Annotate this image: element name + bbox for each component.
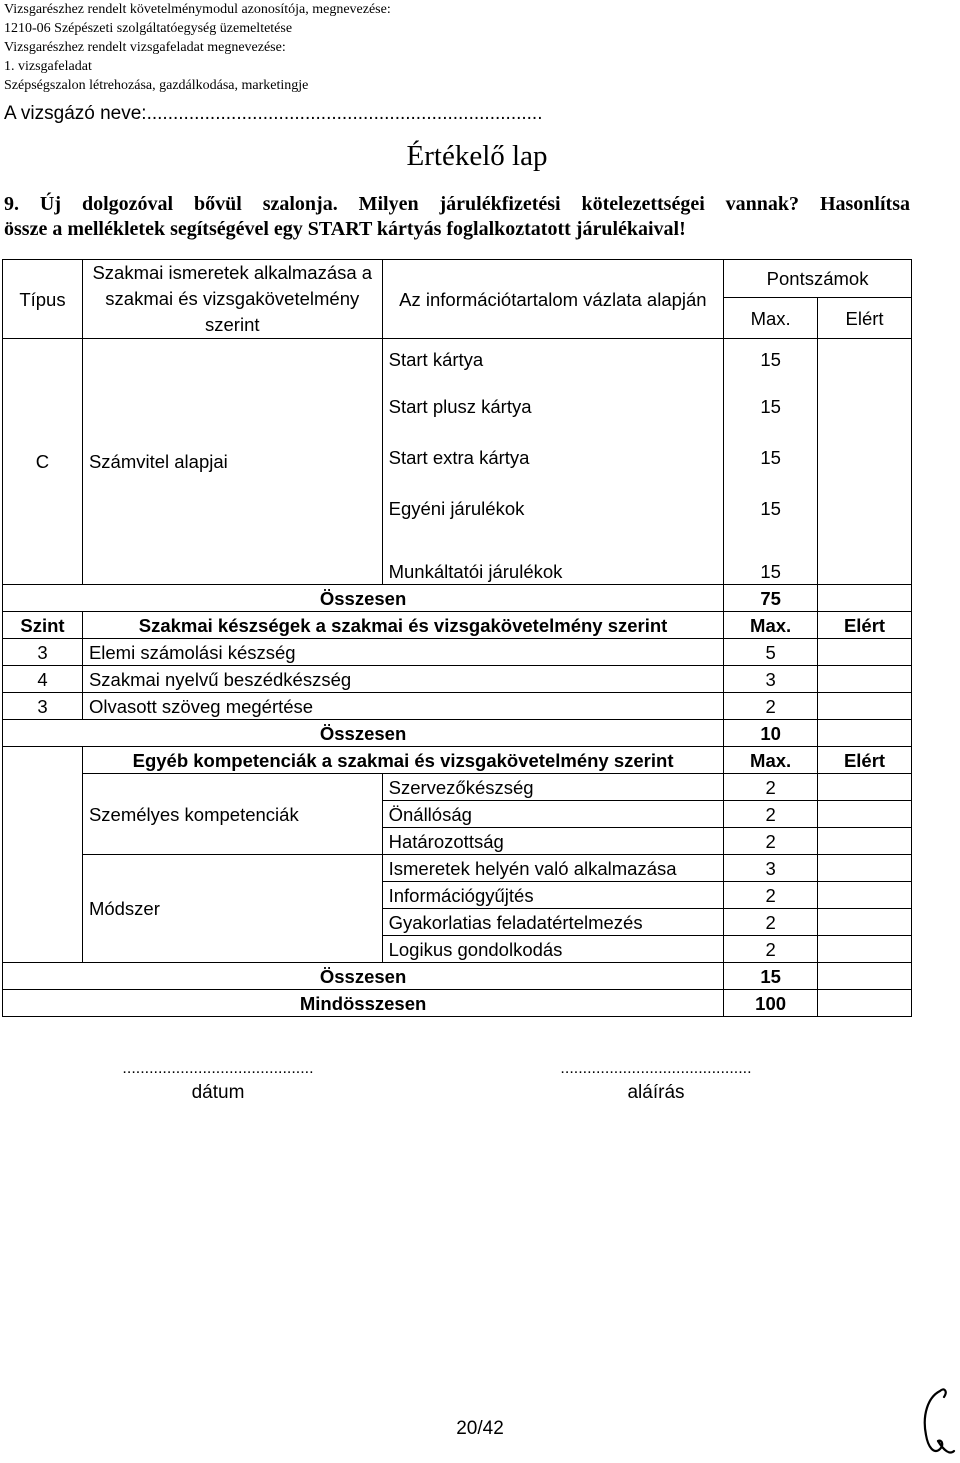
competence-item: Információgyűjtés bbox=[382, 882, 724, 909]
max-score: 2 bbox=[724, 801, 818, 828]
date-dots: ........................................... bbox=[122, 1060, 314, 1077]
header-line: Szépségszalon létrehozása, gazdálkodása, marketingje bbox=[4, 78, 309, 93]
header-max: Max. bbox=[724, 747, 818, 774]
topic-cell: Számvitel alapjai bbox=[82, 339, 382, 585]
header-line: 1210-06 Szépészeti szolgáltatóegység üzemeltetése bbox=[4, 21, 293, 36]
achieved-score[interactable] bbox=[818, 339, 912, 585]
total-max: 10 bbox=[724, 720, 818, 747]
header-info: Az információtartalom vázlata alapján bbox=[382, 260, 724, 339]
achieved-score[interactable] bbox=[818, 936, 912, 963]
competence-item: Határozottság bbox=[382, 828, 724, 855]
task-statement bbox=[4, 192, 910, 242]
competence-item: Logikus gondolkodás bbox=[382, 936, 724, 963]
total-label: Összesen bbox=[3, 585, 724, 612]
header-line: 1. vizsgafeladat bbox=[4, 59, 92, 74]
document-header bbox=[4, 0, 391, 95]
evaluation-table bbox=[2, 259, 912, 1017]
skill-item: Szakmai nyelvű beszédkészség bbox=[82, 666, 723, 693]
max-score: 3 bbox=[724, 666, 818, 693]
date-block bbox=[86, 1060, 350, 1104]
signature-block bbox=[524, 1060, 788, 1104]
max-score: 15 bbox=[724, 534, 818, 585]
total-max: 75 bbox=[724, 585, 818, 612]
info-item: Start extra kártya bbox=[382, 432, 724, 483]
max-score: 2 bbox=[724, 909, 818, 936]
date-label: dátum bbox=[191, 1082, 245, 1103]
total-achieved[interactable] bbox=[818, 963, 912, 990]
page-title-text: Értékelő lap bbox=[406, 140, 548, 172]
header-max: Max. bbox=[724, 612, 818, 639]
max-score: 15 bbox=[724, 381, 818, 432]
task-line-2: össze a mellékletek segítségével egy START kártyás foglalkoztatott járulékaival! bbox=[4, 218, 686, 240]
level-cell: 3 bbox=[3, 693, 83, 720]
task-line-1: 9. Új dolgozóval bővül szalonja. Milyen járulékfizetési kötelezettségei vannak? Hasonlítsa bbox=[4, 193, 910, 215]
info-item: Start kártya bbox=[382, 339, 724, 381]
blank-level-cell bbox=[3, 747, 83, 963]
header-max: Max. bbox=[724, 298, 818, 339]
handwritten-initial-mark bbox=[918, 1385, 956, 1459]
page-title bbox=[0, 140, 960, 173]
max-score: 15 bbox=[724, 339, 818, 381]
skill-item: Olvasott szöveg megértése bbox=[82, 693, 723, 720]
header-elert: Elért bbox=[818, 747, 912, 774]
competence-item: Önállóság bbox=[382, 801, 724, 828]
max-score: 2 bbox=[724, 693, 818, 720]
info-item: Egyéni járulékok bbox=[382, 483, 724, 534]
grand-total-max: 100 bbox=[724, 990, 818, 1017]
group-personal: Személyes kompetenciák bbox=[82, 774, 382, 855]
level-cell: 3 bbox=[3, 639, 83, 666]
achieved-score[interactable] bbox=[818, 855, 912, 882]
grand-total-label: Mindösszesen bbox=[3, 990, 724, 1017]
total-achieved[interactable] bbox=[818, 720, 912, 747]
header-line: Vizsgarészhez rendelt követelménymodul azonosítója, megnevezése: bbox=[4, 2, 391, 17]
achieved-score[interactable] bbox=[818, 828, 912, 855]
total-achieved[interactable] bbox=[818, 585, 912, 612]
level-cell: 4 bbox=[3, 666, 83, 693]
signature-dots: ........................................... bbox=[560, 1060, 752, 1077]
info-item: Munkáltatói járulékok bbox=[382, 534, 724, 585]
max-score: 2 bbox=[724, 828, 818, 855]
header-egyeb-kompetenciak: Egyéb kompetenciák a szakmai és vizsgakövetelmény szerint bbox=[82, 747, 723, 774]
total-label: Összesen bbox=[3, 720, 724, 747]
skill-item: Elemi számolási készség bbox=[82, 639, 723, 666]
header-szakmai-ismeretek: Szakmai ismeretek alkalmazása a szakmai és vizsgakövetelmény szerint bbox=[82, 260, 382, 339]
header-szint: Szint bbox=[3, 612, 83, 639]
achieved-score[interactable] bbox=[818, 639, 912, 666]
header-pontszamok: Pontszámok bbox=[724, 260, 912, 298]
achieved-score[interactable] bbox=[818, 909, 912, 936]
signature-label: aláírás bbox=[627, 1082, 685, 1103]
achieved-score[interactable] bbox=[818, 801, 912, 828]
info-item: Start plusz kártya bbox=[382, 381, 724, 432]
page-number: 20/42 bbox=[456, 1418, 504, 1439]
achieved-score[interactable] bbox=[818, 666, 912, 693]
header-tipus: Típus bbox=[3, 260, 83, 339]
header-elert: Elért bbox=[818, 298, 912, 339]
total-label: Összesen bbox=[3, 963, 724, 990]
achieved-score[interactable] bbox=[818, 693, 912, 720]
type-cell: C bbox=[3, 339, 83, 585]
competence-item: Ismeretek helyén való alkalmazása bbox=[382, 855, 724, 882]
header-elert: Elért bbox=[818, 612, 912, 639]
competence-item: Gyakorlatias feladatértelmezés bbox=[382, 909, 724, 936]
max-score: 15 bbox=[724, 483, 818, 534]
group-method: Módszer bbox=[82, 855, 382, 963]
header-line: Vizsgarészhez rendelt vizsgafeladat megnevezése: bbox=[4, 40, 286, 55]
max-score: 2 bbox=[724, 936, 818, 963]
total-max: 15 bbox=[724, 963, 818, 990]
achieved-score[interactable] bbox=[818, 774, 912, 801]
competence-item: Szervezőkészség bbox=[382, 774, 724, 801]
grand-total-achieved[interactable] bbox=[818, 990, 912, 1017]
max-score: 2 bbox=[724, 882, 818, 909]
header-szakmai-keszsegek: Szakmai készségek a szakmai és vizsgakövetelmény szerint bbox=[82, 612, 723, 639]
max-score: 15 bbox=[724, 432, 818, 483]
max-score: 2 bbox=[724, 774, 818, 801]
max-score: 3 bbox=[724, 855, 818, 882]
max-score: 5 bbox=[724, 639, 818, 666]
achieved-score[interactable] bbox=[818, 882, 912, 909]
candidate-name-field: A vizsgázó neve:........................................................................... bbox=[4, 103, 543, 124]
